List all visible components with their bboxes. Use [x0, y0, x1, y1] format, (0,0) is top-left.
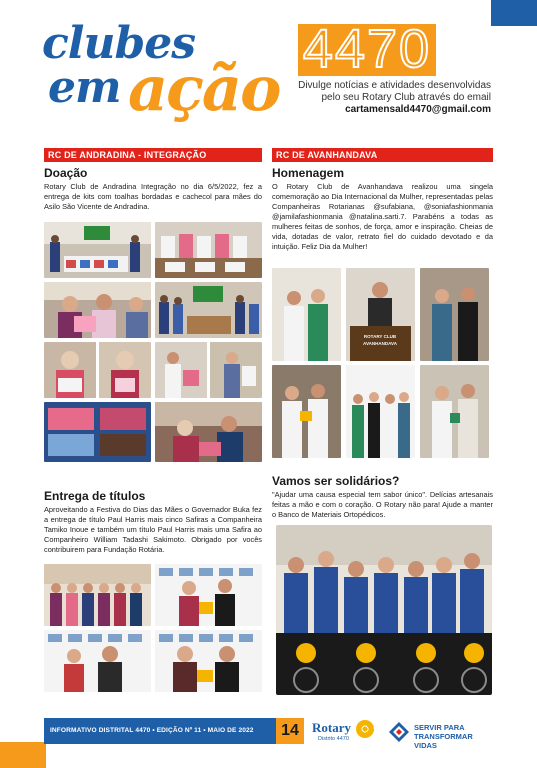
- photo-homenagem-3: [420, 268, 489, 361]
- servir-para-transformar-logo: [388, 718, 496, 750]
- article-avanhandava: [272, 148, 493, 252]
- photo-homenagem-4: [272, 365, 341, 458]
- masthead-title-em: em: [48, 62, 121, 113]
- masthead-title-clubes: clubes: [42, 18, 196, 69]
- tagline-line-1: Divulge notícias e atividades desenvolvidas: [298, 80, 491, 91]
- rotary-wordmark: Rotary: [312, 720, 351, 735]
- body-doacao: Rotary Club de Andradina Integração no dia 6/5/2022, fez a entrega de kits com toalhas bordadas e cachecol para mães do Asilo São Vicente de Andradina.: [44, 182, 262, 211]
- tagline-line-2: pelo seu Rotary Club através do email: [321, 92, 491, 103]
- rotary-wheel-icon: [356, 720, 374, 738]
- photo-kits-on-table: [155, 222, 262, 278]
- photo-banco-materiais-ortopedicos: [276, 525, 492, 695]
- svg-text:ROTARY CLUB: ROTARY CLUB: [363, 334, 397, 339]
- page-number: 14: [276, 718, 304, 744]
- photo-homenagem-group: [346, 365, 415, 458]
- heading-doacao: Doação: [44, 166, 88, 180]
- heading-entrega-titulos: Entrega de títulos: [44, 489, 146, 503]
- corner-block-bottom-left: [0, 742, 46, 768]
- section-title-andradina: RC DE ANDRADINA - INTEGRAÇÃO: [44, 148, 262, 162]
- photo-award-couple: [44, 630, 151, 692]
- photo-grid-doacao: [44, 222, 262, 462]
- masthead-title-acao: ação: [128, 52, 280, 125]
- theme-line-1: SERVIR PARA: [414, 723, 465, 732]
- photo-homenagem-speaker: [346, 268, 415, 361]
- masthead-tagline: [281, 80, 491, 116]
- photo-women-with-gifts: [44, 282, 151, 338]
- photo-award-gentlemen: [155, 630, 262, 692]
- photo-towels-close-up: [44, 402, 151, 462]
- theme-line-2: TRANSFORMAR VIDAS: [414, 732, 473, 750]
- photo-group-with-kits: [44, 222, 151, 278]
- body-solidarios: "Ajudar uma causa especial tem sabor único". Delícias artesanais feitas a mão e com o coração. O Rotary não para! Ajude a manter o Banco de Materiais Ortopédicos.: [272, 490, 493, 519]
- article-solidarios: [272, 470, 493, 520]
- corner-block-top-right: [491, 0, 537, 26]
- article-entrega-titulos: [44, 485, 262, 555]
- photo-elderly-receiving: [155, 402, 262, 462]
- svg-text:AVANHANDAVA: AVANHANDAVA: [363, 341, 397, 346]
- district-number: 4470: [302, 19, 432, 79]
- footer-issue-bar: INFORMATIVO DISTRITAL 4470 • EDIÇÃO Nº 11 • MAIO DE 2022: [44, 718, 276, 744]
- photo-paul-harris-award: [155, 564, 262, 626]
- section-title-avanhandava: RC DE AVANHANDAVA: [272, 148, 493, 162]
- rotary-district-label: Distrito 4470: [318, 736, 349, 742]
- rotary-district-logo: [312, 718, 382, 746]
- photo-team-with-boxes: [155, 282, 262, 338]
- body-entrega-titulos: Aproveitando a Festiva do Dias das Mães o Governador Buka fez a entrega de título Paul Harris mais cinco Safiras a Companheira Tamiko Inoue e também um título Paul Harris mais uma Safira ao Companheiro William Tadashi Sakimoto. Obrigado por vocês contribuirem para Fundação Rotária.: [44, 505, 262, 554]
- photo-homenagem-6: [420, 365, 489, 458]
- contact-email: cartamensald4470@gmail.com: [345, 104, 491, 115]
- photo-homenagem-1: [272, 268, 341, 361]
- photo-pair-delivery: [155, 342, 262, 398]
- photo-festiva-group: [44, 564, 151, 626]
- photo-pair-elderly: [44, 342, 151, 398]
- photo-grid-homenagem: [272, 268, 493, 458]
- heading-homenagem: Homenagem: [272, 166, 345, 180]
- article-andradina: [44, 148, 262, 212]
- theme-text: [414, 723, 496, 750]
- body-homenagem: O Rotary Club de Avanhandava realizou uma singela comemoração ao Dia Internacional da Mulher, representadas pelas Companheiras Rotarianas @sufabiana, @soniafashionmania @jamilafashionmania @natalina.sarti.7. Parabéns a todas as mulheres feitas de sonhos, de força, amor e inspiração. Cheias de vida, dotadas de valor, retrato fiel do cuidado devotado e da intuição. Feliz Dia da Mulher!: [272, 182, 493, 251]
- photo-grid-titulos: [44, 564, 262, 692]
- theme-emblem-icon: [388, 721, 410, 743]
- heading-solidarios: Vamos ser solidários?: [272, 474, 400, 488]
